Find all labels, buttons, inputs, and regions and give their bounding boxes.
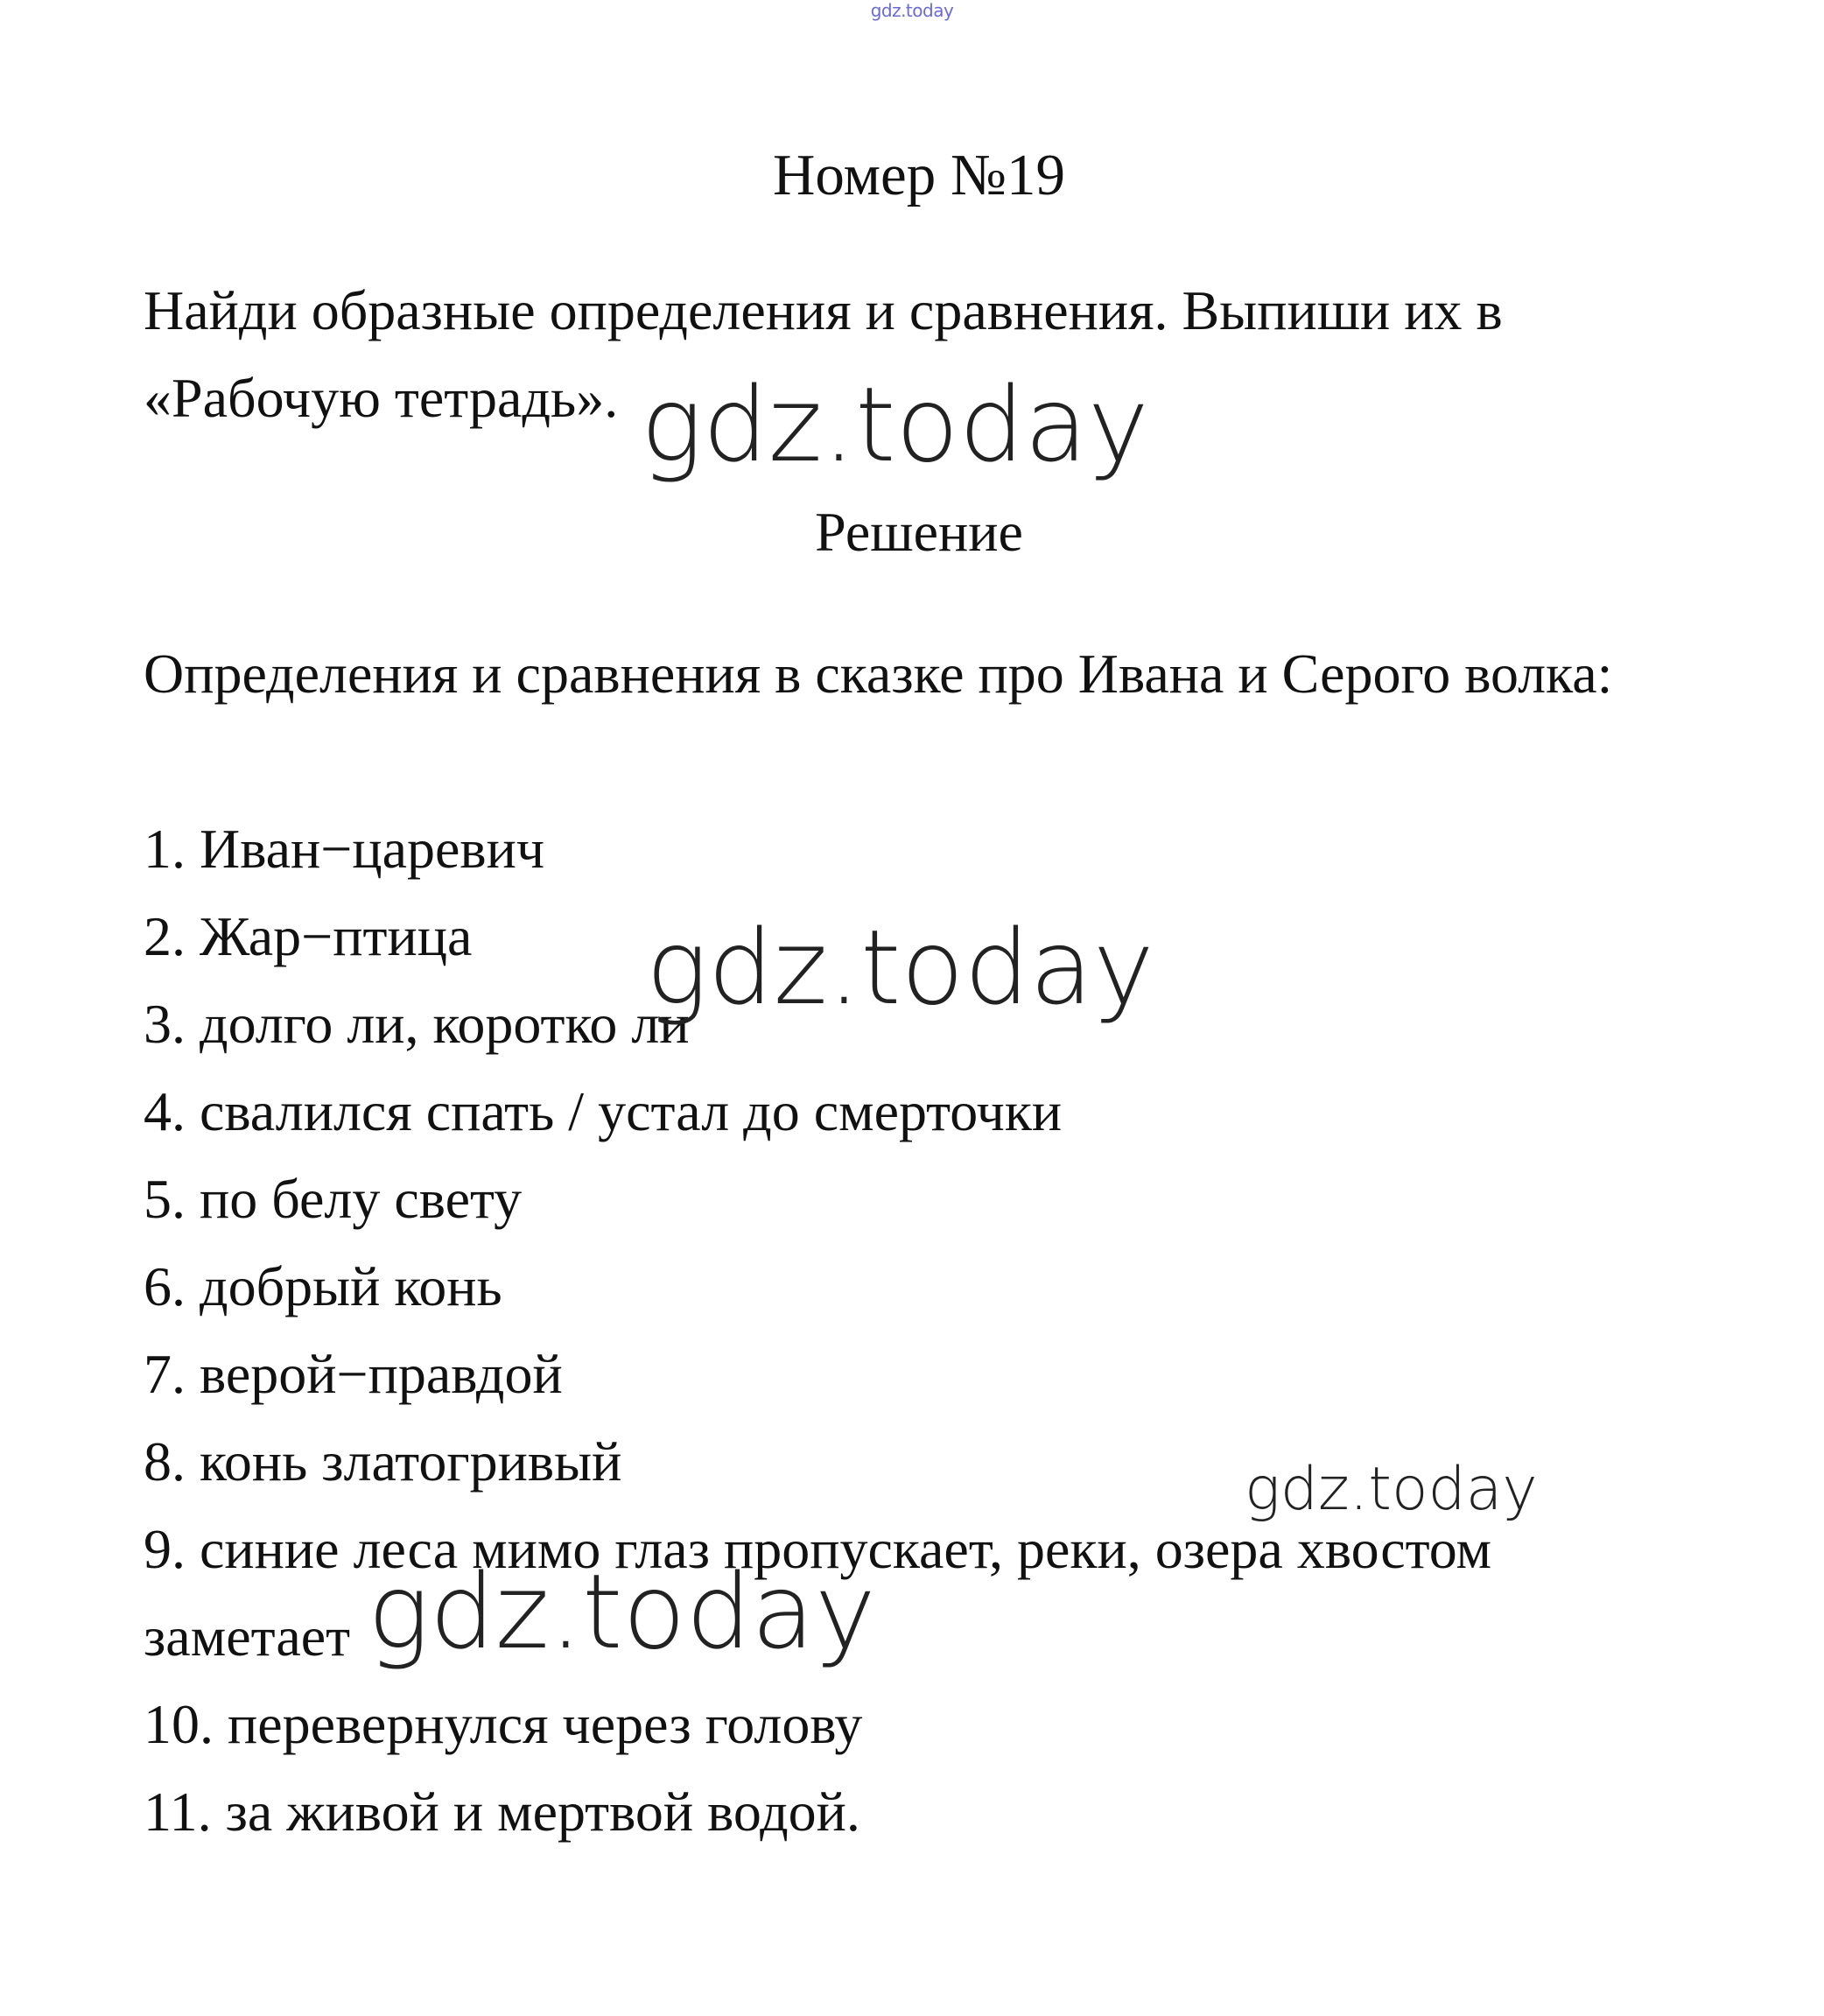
answer-item: 1. Иван−царевич: [144, 818, 545, 880]
answer-item: 6. добрый конь: [144, 1255, 502, 1317]
answer-item: 8. конь златогривый: [144, 1430, 622, 1493]
watermark: gdz.today: [646, 907, 1154, 1028]
watermark: gdz.today: [1245, 1455, 1538, 1524]
answer-item: 3. долго ли, коротко ли: [144, 993, 690, 1055]
watermark: gdz.today: [368, 1551, 876, 1672]
answer-item: 9. синие леса мимо глаз пропускает, реки, озера хвостом заметает: [144, 1518, 1491, 1668]
task-text: Найди образные определения и сравнения. Выпиши их в «Рабочую тетрадь».: [144, 279, 1503, 429]
solution-heading: Решение: [815, 501, 1023, 563]
solution-intro: Определения и сравнения в сказке про Ивана и Серого волка:: [144, 643, 1613, 705]
page-title: Номер №19: [773, 143, 1065, 207]
answer-item: 11. за живой и мертвой водой.: [144, 1781, 860, 1843]
answer-item: 7. верой−правдой: [144, 1343, 563, 1405]
answer-item: 5. по белу свету: [144, 1168, 523, 1230]
watermark: gdz.today: [641, 364, 1149, 485]
answer-item: 2. Жар−птица: [144, 905, 473, 967]
header-watermark: gdz.today: [870, 0, 954, 21]
answer-item: 4. свалился спать / устал до смерточки: [144, 1080, 1063, 1142]
answer-item: 10. перевернулся через голову: [144, 1693, 863, 1755]
